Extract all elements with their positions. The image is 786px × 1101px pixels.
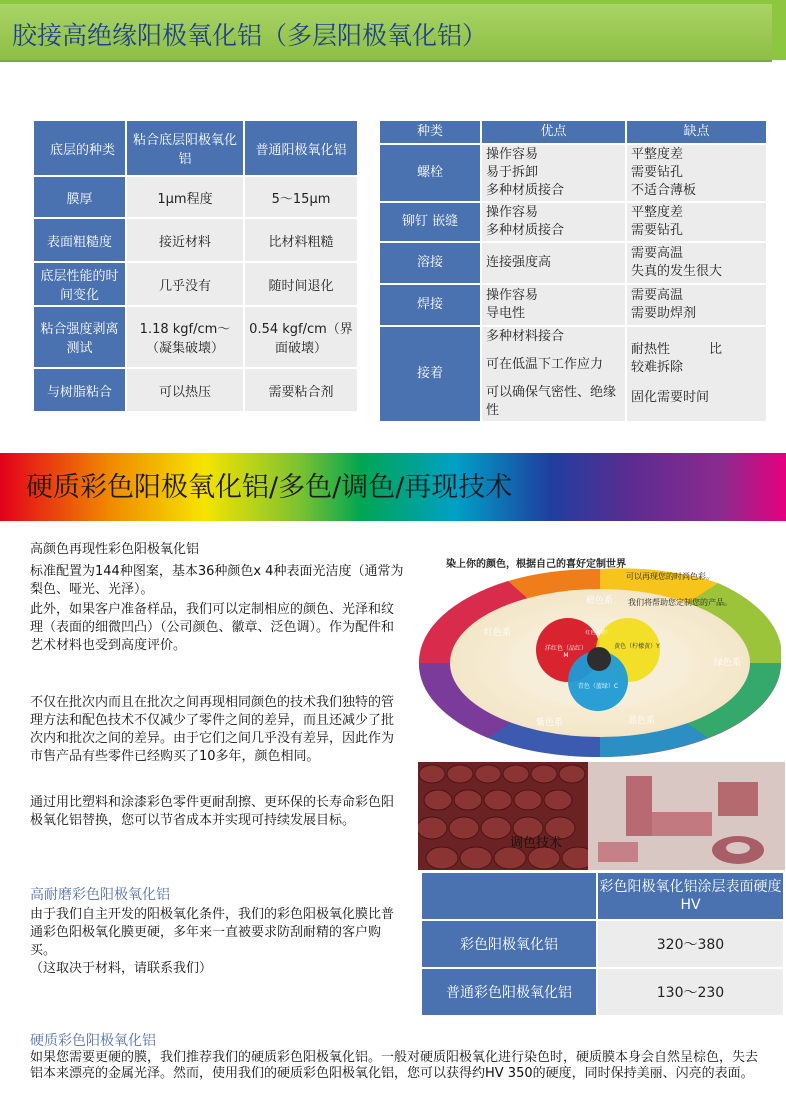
pro-item: 多种材料接合 (486, 329, 565, 344)
ring-label: 橙色系 (586, 596, 614, 606)
center-label: 青色（蓝绿）C (577, 683, 619, 690)
paragraph: 通过用比塑料和涂漆彩色零件更耐刮擦、更环保的长寿命彩色阳极氧化铝替换，您可以节省成本并实现可持续发展目标。 (30, 795, 395, 828)
pro-item: 多种材质接合 (486, 223, 565, 238)
table-cell: 需要粘合剂 (244, 368, 358, 412)
table-cell (481, 242, 626, 284)
table-cell: 320～380 (597, 920, 784, 968)
ring-label: 蓝色系 (628, 716, 656, 726)
row-label: 底层性能的时间变化 (33, 262, 126, 306)
table-corner (421, 872, 597, 920)
row-label: 焊接 (379, 284, 481, 326)
row-label: 接着 (379, 326, 481, 422)
table-cell (481, 144, 626, 202)
table-header: 彩色阳极氧化铝涂层表面硬度HV (597, 872, 784, 920)
row-label: 螺栓 (379, 144, 481, 202)
pro-item: 多种材质接合 (486, 183, 565, 198)
photo-collage (418, 762, 785, 870)
con-item: 需要钻孔 (631, 223, 684, 238)
section-title: 硬质彩色阳极氧化铝/多色/调色/再现技术 (26, 472, 513, 503)
section-heading: 高耐磨彩色阳极氧化铝 (30, 887, 170, 903)
ring-label: 绿色系 (714, 658, 742, 668)
hardness-table (420, 871, 785, 1017)
table-cell: 几乎没有 (126, 262, 244, 306)
row-label: 普通彩色阳极氧化铝 (421, 968, 597, 1016)
con-item: 耐热性 比较难拆除 (631, 342, 723, 375)
con-item: 失真的发生很大 (631, 264, 723, 279)
pro-item: 易于拆卸 (486, 165, 539, 180)
ring-label: 紫色系 (536, 718, 564, 728)
paragraph: 如果您需要更硬的膜，我们推荐我们的硬质彩色阳极氧化铝。一般对硬质阳极氧化进行染色时，硬质膜本身会自然呈棕色，失去铝本来漂亮的金属光泽。然而，使用我们的硬质彩色阳极氧化铝，您可以获得约HV 350的硬度，同时保持美丽、闪亮的表面。 (30, 1050, 759, 1081)
table-cell (481, 326, 626, 422)
con-item: 需要钻孔 (631, 165, 684, 180)
table-cell (626, 202, 767, 242)
page-title: 胶接高绝缘阳极氧化铝（多层阳极氧化铝） (12, 21, 488, 50)
paragraph: （这取决于材料，请联系我们） (30, 961, 213, 976)
wheel-caption: 我们将帮助您定制您的产品。 (628, 598, 732, 607)
center-label: 红色（橙） (585, 630, 611, 636)
row-label: 溶接 (379, 242, 481, 284)
pro-item: 可以确保气密性、绝缘性 (486, 385, 617, 418)
rainbow-header-band (0, 453, 786, 521)
row-label: 粘合强度剥离测试 (33, 306, 126, 368)
table-cell: 1.18 kgf/cm～（凝集破壊） (126, 306, 244, 368)
row-label: 彩色阳极氧化铝 (421, 920, 597, 968)
table-cell (481, 202, 626, 242)
table-cell: 5～15μm (244, 176, 358, 218)
row-label: 表面粗糙度 (33, 218, 126, 262)
color-wheel-image (418, 553, 781, 758)
table-header: 优点 (481, 120, 626, 144)
pro-item: 连接强度高 (486, 255, 552, 270)
table-cell: 130～230 (597, 968, 784, 1016)
pro-item: 导电性 (486, 306, 526, 321)
pro-item: 操作容易 (486, 147, 539, 162)
table-header: 缺点 (626, 120, 767, 144)
row-label: 与树脂粘合 (33, 368, 126, 412)
header-bar (0, 4, 772, 62)
con-item: 平整度差 (631, 205, 684, 220)
product-photos (418, 762, 785, 870)
paragraph: 不仅在批次内而且在批次之间再现相同颜色的技术我们独特的管理方法和配色技术不仅减少了零件之间的差异，而且还减少了批次内和批次之间的差异。由于它们之间几乎没有差异，因此作为市售产品有些零件已经购买了10多年，颜色相同。 (30, 695, 395, 764)
wheel-caption: 可以再现您的时尚色彩。 (626, 572, 714, 581)
table-cell: 1μm程度 (126, 176, 244, 218)
pro-item: 操作容易 (486, 288, 539, 303)
con-item: 需要助焊剂 (631, 306, 697, 321)
table-cell (481, 284, 626, 326)
paragraph: 由于我们自主开发的阳极氧化条件，我们的彩色阳极氧化膜比普通彩色阳极氧化膜更硬，多年来一直被要求防刮耐精的客户购买。 (30, 907, 395, 958)
con-item: 不适合薄板 (631, 183, 697, 198)
table-cell: 随时间退化 (244, 262, 358, 306)
table-cell (626, 242, 767, 284)
center-label: 洋红色（品红）M (544, 645, 587, 659)
con-item: 需要高温 (631, 288, 684, 303)
comparison-table-anodize (32, 119, 359, 413)
table-header: 底层的种类 (33, 120, 126, 176)
table-header: 种类 (379, 120, 481, 144)
photo-caption: 调色技术 (510, 836, 563, 851)
pro-item: 可在低温下工作应力 (486, 357, 604, 372)
section-heading: 高颜色再现性彩色阳极氧化铝 (30, 542, 200, 557)
header-band (0, 0, 786, 60)
con-item: 需要高温 (631, 246, 684, 261)
row-label: 铆钉 嵌缝 (379, 202, 481, 242)
table-cell (626, 326, 767, 422)
table-cell: 接近材料 (126, 218, 244, 262)
row-label: 膜厚 (33, 176, 126, 218)
wheel-caption: 染上你的颜色，根据自己的喜好定制世界 (446, 559, 626, 570)
comparison-table-joining (378, 119, 768, 423)
con-item: 平整度差 (631, 147, 684, 162)
ring-label: 红色系 (484, 628, 512, 638)
pro-item: 操作容易 (486, 205, 539, 220)
paragraph: 此外，如果客户准备样品，我们可以定制相应的颜色、光泽和纹理（表面的细微凹凸）（公司颜色、徽章、泛色调）。作为配件和艺术材料也受到高度评价。 (30, 602, 395, 653)
table-cell (626, 284, 767, 326)
section-heading: 硬质彩色阳极氧化铝 (30, 1033, 156, 1049)
table-cell: 可以热压 (126, 368, 244, 412)
con-item: 固化需要时间 (631, 390, 710, 405)
table-cell: 0.54 kgf/cm（界面破壊） (244, 306, 358, 368)
table-cell (626, 144, 767, 202)
center-label: 黄色（柠檬黄）Y (614, 643, 660, 650)
paragraph: 标准配置为144种图案，基本36种颜色x 4种表面光洁度（通常为梨色、哑光、光泽）。 (30, 564, 404, 597)
table-header: 粘合底层阳极氧化铝 (126, 120, 244, 176)
table-cell: 比材料粗糙 (244, 218, 358, 262)
table-header: 普通阳极氧化铝 (244, 120, 358, 176)
